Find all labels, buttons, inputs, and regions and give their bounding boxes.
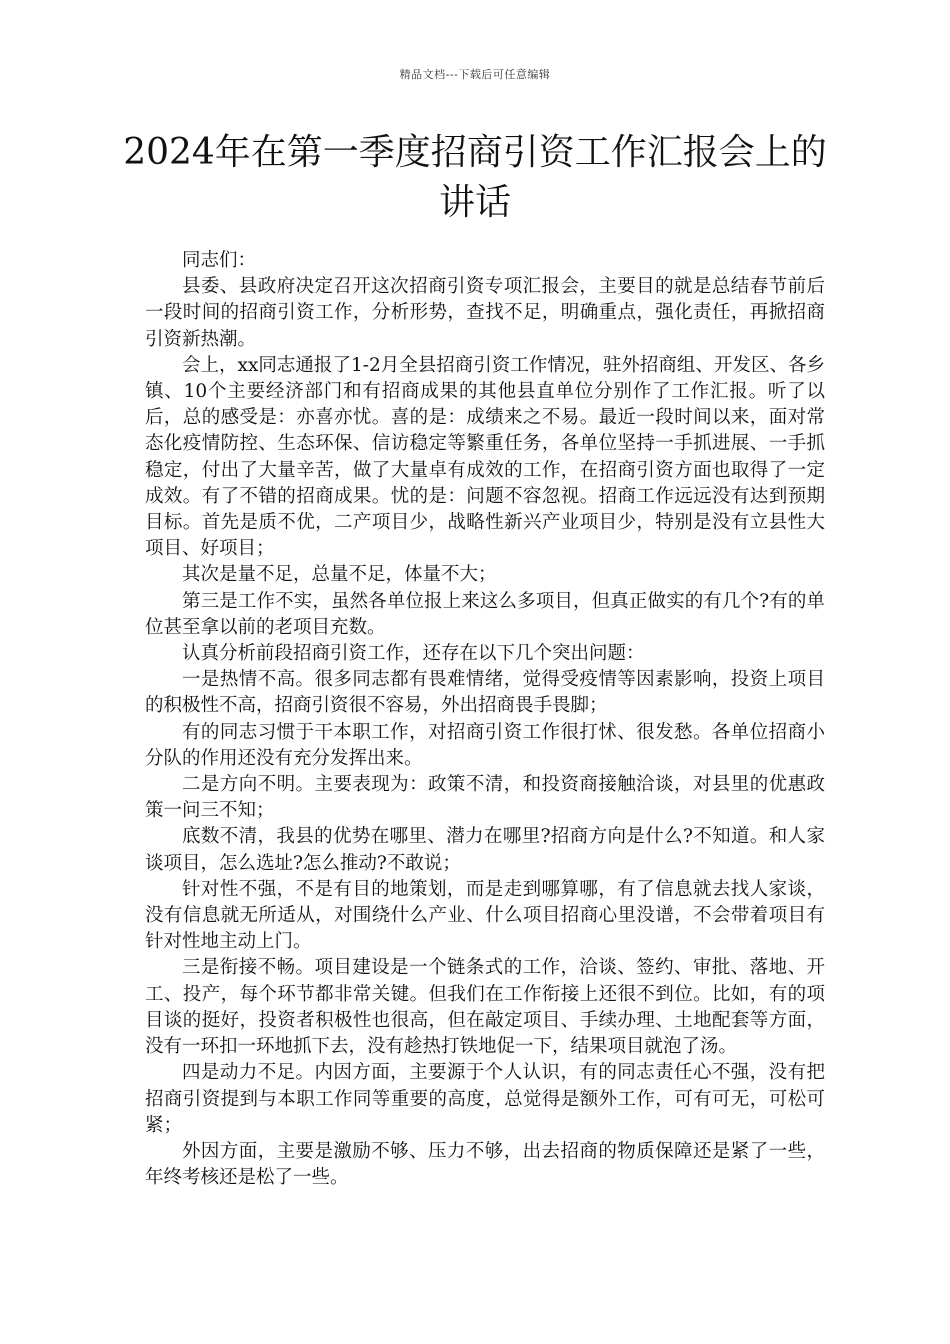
paragraph: 四是动力不足。内因方面，主要源于个人认识，有的同志责任心不强，没有把招商引资提到与本职工作同等重要的高度，总觉得是额外工作，可有可无，可松可紧； [145, 1062, 825, 1136]
paragraph: 一是热情不高。很多同志都有畏难情绪，觉得受疫情等因素影响，投资上项目的积极性不高，招商引资很不容易，外出招商畏手畏脚； [145, 669, 825, 717]
document-body [145, 248, 825, 1191]
paragraph-greeting: 同志们： [182, 250, 257, 271]
paragraph: 认真分析前段招商引资工作，还存在以下几个突出问题： [182, 643, 645, 665]
paragraph: 有的同志习惯于干本职工作，对招商引资工作很打怵、很发愁。各单位招商小分队的作用还没有充分发挥出来。 [145, 721, 825, 769]
paragraph: 针对性不强，不是有目的地策划，而是走到哪算哪，有了信息就去找人家谈，没有信息就无所适从，对围绕什么产业、什么项目招商心里没谱，不会带着项目有针对性地主动上门。 [145, 878, 825, 953]
paragraph: 二是方向不明。主要表现为：政策不清，和投资商接触洽谈，对县里的优惠政策一问三不知； [145, 774, 825, 822]
paragraph: 底数不清，我县的优势在哪里、潜力在哪里?招商方向是什么?不知道。和人家谈项目，怎么选址?怎么推动?不敢说； [145, 826, 825, 874]
paragraph: 会上，xx同志通报了1-2月全县招商引资工作情况，驻外招商组、开发区、各乡镇、10个主要经济部门和有招商成果的其他县直单位分别作了工作汇报。听了以后，总的感受是：亦喜亦忧。喜的是：成绩来之不易。最近一段时间以来，面对常态化疫情防控、生态环保、信访稳定等繁重任务，各单位坚持一手抓进展、一手抓稳定，付出了大量辛苦，做了大量卓有成效的工作，在招商引资方面也取得了一定成效。有了不错的招商成果。忧的是：问题不容忽视。招商工作远远没有达到预期目标。首先是质不优，二产项目少，战略性新兴产业项目少，特别是没有立县性大项目、好项目； [145, 354, 825, 560]
paragraph: 外因方面，主要是激励不够、压力不够，出去招商的物质保障还是紧了一些，年终考核还是松了一些。 [145, 1140, 825, 1189]
document-title: 2024年在第一季度招商引资工作汇报会上的讲话 [123, 132, 827, 223]
paragraph: 三是衔接不畅。项目建设是一个链条式的工作，洽谈、签约、审批、落地、开工、投产，每个环节都非常关键。但我们在工作衔接上还很不到位。比如，有的项目谈的挺好，投资者积极性也很高，但在敲定项目、手续办理、土地配套等方面，没有一环扣一环地抓下去，没有趁热打铁地促一下，结果项目就泡了汤。 [145, 957, 825, 1058]
page-header: 精品文档---下载后可任意编辑 [399, 68, 551, 81]
paragraph: 县委、县政府决定召开这次招商引资专项汇报会，主要目的就是总结春节前后一段时间的招商引资工作，分析形势，查找不足，明确重点，强化责任，再掀招商引资新热潮。 [145, 276, 825, 350]
paragraph: 第三是工作不实，虽然各单位报上来这么多项目，但真正做实的有几个?有的单位甚至拿以前的老项目充数。 [145, 590, 825, 638]
paragraph: 其次是量不足，总量不足，体量不大； [182, 564, 497, 586]
